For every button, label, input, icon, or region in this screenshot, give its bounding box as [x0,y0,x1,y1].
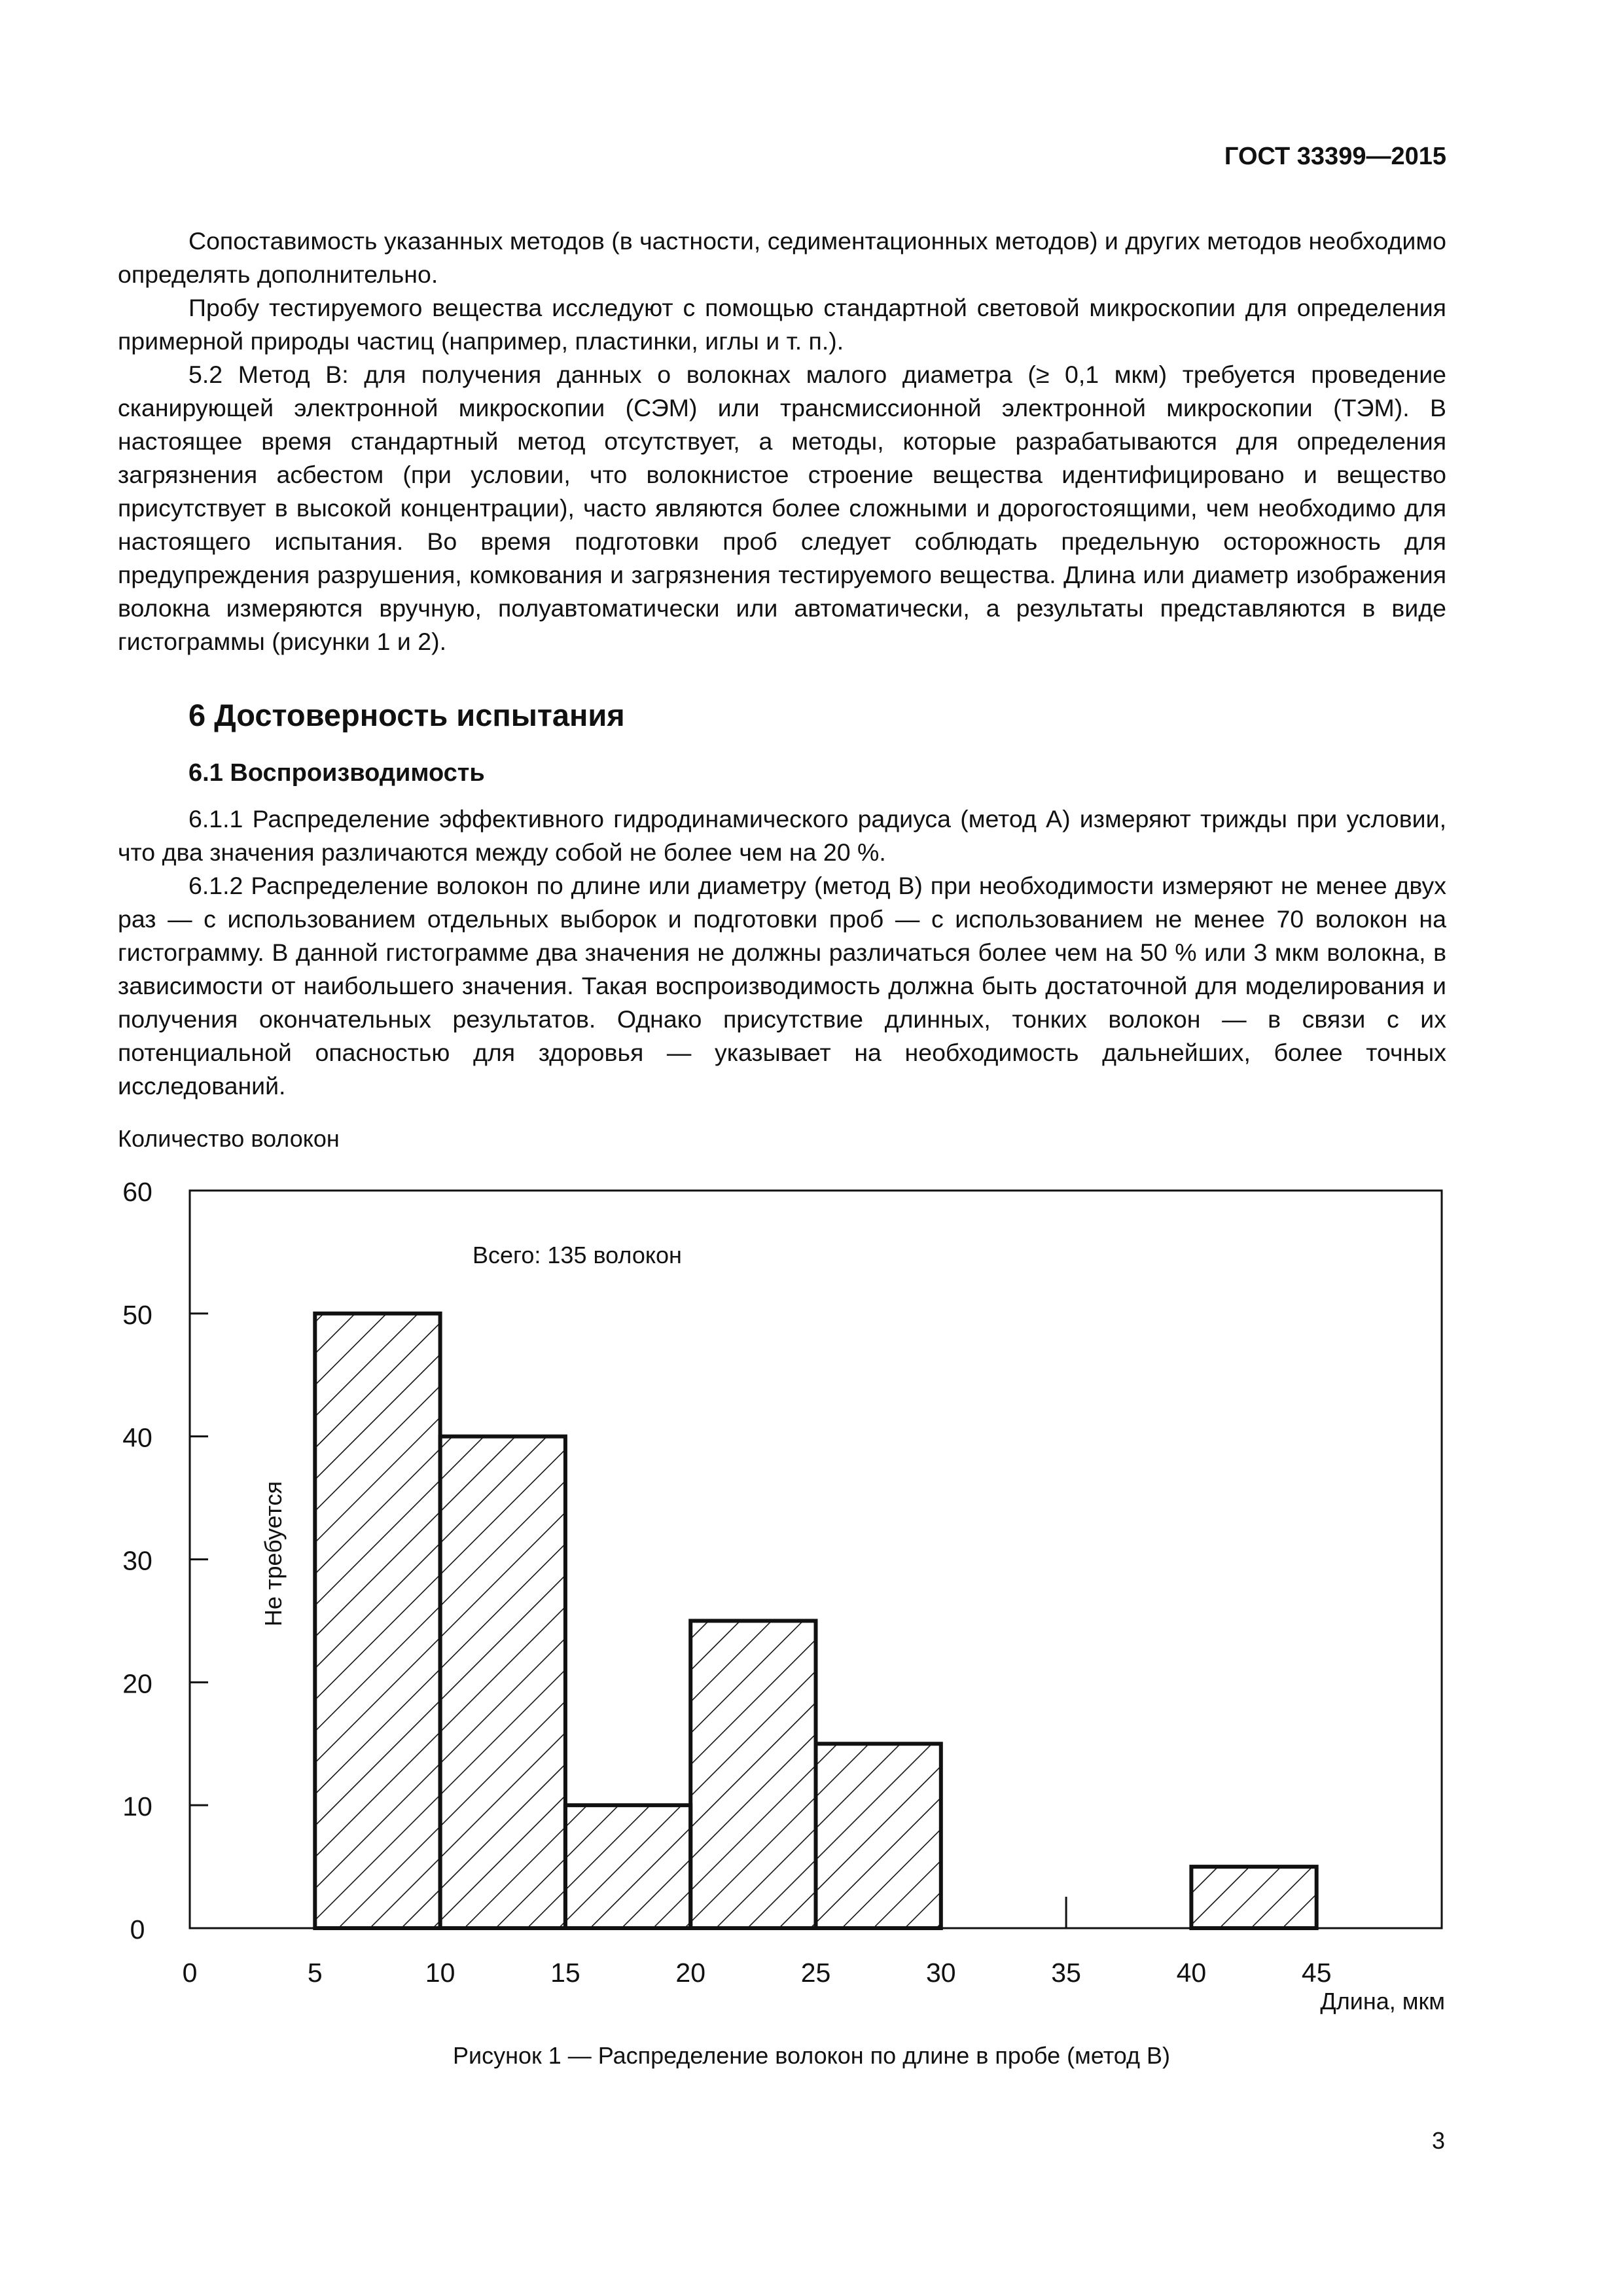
x-tick-label: 45 [1301,1958,1332,1988]
paragraph: Пробу тестируемого вещества исследуют с помощью стандартной световой микроскопии для определения примерной природы частиц (например, пластинки, иглы и т. п.). [118,294,1446,355]
x-tick-label: 15 [550,1958,580,1988]
not-required-annotation: Не требуется [260,1481,287,1626]
histogram-bar [1191,1867,1316,1928]
page-number: 3 [1431,2127,1445,2154]
x-tick-label: 25 [800,1958,831,1988]
x-tick-label: 5 [307,1958,323,1988]
paragraph: Сопоставимость указанных методов (в частности, седиментационных методов) и других методов необходимо определять дополнительно. [118,227,1446,288]
histogram-bar [690,1621,815,1928]
histogram-bar [315,1314,440,1928]
y-tick-label: 10 [122,1791,152,1822]
histogram-bar [565,1805,690,1928]
y-tick-label: 20 [122,1668,152,1699]
y-tick-label: 30 [122,1545,152,1576]
figure-caption: Рисунок 1 — Распределение волокон по длине в пробе (метод В) [452,2042,1171,2069]
document-header: ГОСТ 33399—2015 [1224,143,1446,170]
y-tick-label: 60 [122,1177,152,1207]
x-tick-label: 20 [675,1958,706,1988]
x-tick-label: 40 [1176,1958,1207,1988]
y-tick-label: 50 [122,1299,152,1330]
total-annotation: Всего: 135 волокон [473,1242,682,1268]
histogram-bar [816,1744,941,1928]
subsection-title: 6.1 Воспроизводимость [188,759,485,787]
histogram-bar [440,1437,565,1928]
paragraph: 6.1.1 Распределение эффективного гидродинамического радиуса (метод А) измеряют трижды при условии, что два значения различаются между собой не более чем на 20 %. [118,805,1446,866]
x-tick-label: 10 [425,1958,455,1988]
paragraph: 6.1.2 Распределение волокон по длине или диаметру (метод В) при необходимости измеряют не менее двух раз — с использованием отдельных выборок и подготовки проб — с использованием не менее 70 волокон на гистограмму. В данной гистограмме два значения не должны различаться более чем на 50 % или 3 мкм волокна, в зависимости от наибольшего значения. Такая воспроизводимость должна быть достаточной для моделирования и получения окончательных результатов. Однако присутствие длинных, тонких волокон — в связи с их потенциальной опасностью для здоровья — указывает на необходимость дальнейших, более точных исследований. [118,872,1446,1100]
section-title: 6 Достоверность испытания [188,698,625,732]
y-tick-label: 0 [130,1914,145,1945]
x-tick-label: 35 [1051,1958,1081,1988]
paragraph: 5.2 Метод В: для получения данных о волокнах малого диаметра (≥ 0,1 мкм) требуется проведение сканирующей электронной микроскопии (СЭМ) или трансмиссионной электронной микроскопии (ТЭМ). В настоящее время стандартный метод отсутствует, а методы, которые разрабатываются для определения загрязнения асбестом (при условии, что волокнистое строение вещества идентифицировано и вещество присутствует в высокой концентрации), часто являются более сложными и дорогостоящими, чем необходимо для настоящего испытания. Во время подготовки проб следует соблюдать предельную осторожность для предупреждения разрушения, комкования и загрязнения тестируемого вещества. Длина или диаметр изображения волокна измеряются вручную, полуавтоматически или автоматически, а результаты представляются в виде гистограммы (рисунки 1 и 2). [118,361,1446,655]
x-tick-label: 0 [182,1958,198,1988]
x-tick-label: 30 [925,1958,956,1988]
y-tick-label: 40 [122,1422,152,1453]
x-axis-label: Длина, мкм [1320,1988,1445,2015]
y-axis-label: Количество волокон [118,1125,340,1152]
